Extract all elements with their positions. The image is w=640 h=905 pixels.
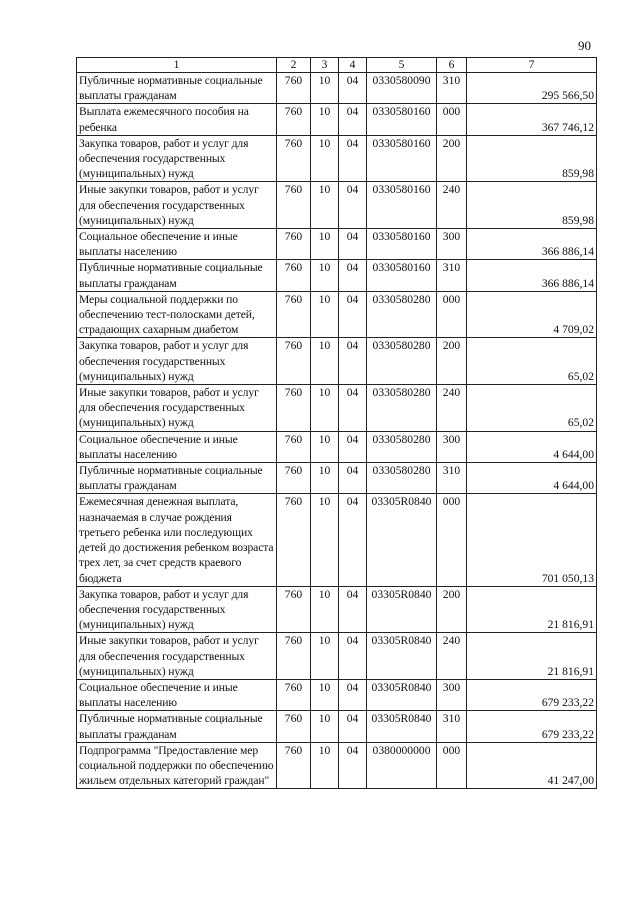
- table-row: [77, 679, 597, 710]
- amount-cell: 367 746,12: [467, 104, 597, 135]
- section-code-cell: 10: [311, 104, 339, 135]
- target-article-cell: 03305R0840: [367, 711, 437, 742]
- target-article-cell: 03305R0840: [367, 494, 437, 586]
- row-name-cell: Социальное обеспечение и иные выплаты населению: [77, 679, 277, 710]
- subsection-code-cell: 04: [339, 182, 367, 229]
- ministry-code-cell: 760: [277, 385, 311, 432]
- subsection-code-cell: 04: [339, 494, 367, 586]
- amount-cell: 679 233,22: [467, 679, 597, 710]
- row-name-cell: Публичные нормативные социальные выплаты гражданам: [77, 260, 277, 291]
- subsection-code-cell: 04: [339, 586, 367, 633]
- ministry-code-cell: 760: [277, 742, 311, 789]
- expense-type-cell: 200: [437, 135, 467, 182]
- section-code-cell: 10: [311, 385, 339, 432]
- table-row: [77, 260, 597, 291]
- expense-type-cell: 240: [437, 182, 467, 229]
- row-name-cell: Публичные нормативные социальные выплаты гражданам: [77, 463, 277, 494]
- amount-cell: 4 644,00: [467, 431, 597, 462]
- amount-cell: 366 886,14: [467, 229, 597, 260]
- target-article-cell: 0330580280: [367, 463, 437, 494]
- row-name-cell: Ежемесячная денежная выплата, назначаемая в случае рождения третьего ребенка или последующих детей до достижения ребенком возраста трех лет, за счет средств краевого бюджета: [77, 494, 277, 586]
- amount-cell: 4 709,02: [467, 291, 597, 338]
- subsection-code-cell: 04: [339, 104, 367, 135]
- ministry-code-cell: 760: [277, 260, 311, 291]
- amount-cell: 41 247,00: [467, 742, 597, 789]
- row-name-cell: Социальное обеспечение и иные выплаты населению: [77, 229, 277, 260]
- column-header: 2: [277, 58, 311, 73]
- section-code-cell: 10: [311, 431, 339, 462]
- section-code-cell: 10: [311, 494, 339, 586]
- target-article-cell: 0330580280: [367, 385, 437, 432]
- amount-cell: 679 233,22: [467, 711, 597, 742]
- section-code-cell: 10: [311, 182, 339, 229]
- amount-cell: 21 816,91: [467, 586, 597, 633]
- ministry-code-cell: 760: [277, 338, 311, 385]
- table-row: [77, 385, 597, 432]
- budget-table: [76, 57, 597, 789]
- row-name-cell: Закупка товаров, работ и услуг для обеспечения государственных (муниципальных) нужд: [77, 586, 277, 633]
- table-body: [77, 73, 597, 789]
- amount-cell: 21 816,91: [467, 633, 597, 680]
- expense-type-cell: 310: [437, 73, 467, 104]
- row-name-cell: Закупка товаров, работ и услуг для обеспечения государственных (муниципальных) нужд: [77, 135, 277, 182]
- header-row: [77, 58, 597, 73]
- table-row: [77, 494, 597, 586]
- expense-type-cell: 300: [437, 431, 467, 462]
- table-row: [77, 742, 597, 789]
- expense-type-cell: 000: [437, 104, 467, 135]
- subsection-code-cell: 04: [339, 135, 367, 182]
- section-code-cell: 10: [311, 463, 339, 494]
- subsection-code-cell: 04: [339, 229, 367, 260]
- section-code-cell: 10: [311, 742, 339, 789]
- section-code-cell: 10: [311, 291, 339, 338]
- ministry-code-cell: 760: [277, 494, 311, 586]
- table-row: [77, 104, 597, 135]
- table-row: [77, 291, 597, 338]
- column-header: 6: [437, 58, 467, 73]
- ministry-code-cell: 760: [277, 711, 311, 742]
- section-code-cell: 10: [311, 229, 339, 260]
- target-article-cell: 0330580160: [367, 104, 437, 135]
- column-header: 1: [77, 58, 277, 73]
- amount-cell: 4 644,00: [467, 463, 597, 494]
- amount-cell: 859,98: [467, 135, 597, 182]
- ministry-code-cell: 760: [277, 633, 311, 680]
- ministry-code-cell: 760: [277, 229, 311, 260]
- section-code-cell: 10: [311, 260, 339, 291]
- row-name-cell: Иные закупки товаров, работ и услуг для обеспечения государственных (муниципальных) нужд: [77, 182, 277, 229]
- amount-cell: 859,98: [467, 182, 597, 229]
- table-row: [77, 633, 597, 680]
- section-code-cell: 10: [311, 338, 339, 385]
- ministry-code-cell: 760: [277, 182, 311, 229]
- subsection-code-cell: 04: [339, 742, 367, 789]
- table-row: [77, 338, 597, 385]
- target-article-cell: 03305R0840: [367, 679, 437, 710]
- section-code-cell: 10: [311, 73, 339, 104]
- target-article-cell: 0330580160: [367, 229, 437, 260]
- column-header: 7: [467, 58, 597, 73]
- section-code-cell: 10: [311, 586, 339, 633]
- expense-type-cell: 200: [437, 338, 467, 385]
- ministry-code-cell: 760: [277, 135, 311, 182]
- subsection-code-cell: 04: [339, 711, 367, 742]
- amount-cell: 65,02: [467, 385, 597, 432]
- column-header: 3: [311, 58, 339, 73]
- expense-type-cell: 240: [437, 385, 467, 432]
- row-name-cell: Социальное обеспечение и иные выплаты населению: [77, 431, 277, 462]
- target-article-cell: 0330580160: [367, 260, 437, 291]
- expense-type-cell: 310: [437, 711, 467, 742]
- section-code-cell: 10: [311, 633, 339, 680]
- target-article-cell: 03305R0840: [367, 586, 437, 633]
- expense-type-cell: 310: [437, 463, 467, 494]
- table-row: [77, 586, 597, 633]
- target-article-cell: 0330580090: [367, 73, 437, 104]
- target-article-cell: 0380000000: [367, 742, 437, 789]
- ministry-code-cell: 760: [277, 291, 311, 338]
- row-name-cell: Закупка товаров, работ и услуг для обеспечения государственных (муниципальных) нужд: [77, 338, 277, 385]
- amount-cell: 701 050,13: [467, 494, 597, 586]
- target-article-cell: 0330580280: [367, 291, 437, 338]
- target-article-cell: 03305R0840: [367, 633, 437, 680]
- ministry-code-cell: 760: [277, 679, 311, 710]
- expense-type-cell: 000: [437, 742, 467, 789]
- ministry-code-cell: 760: [277, 73, 311, 104]
- row-name-cell: Публичные нормативные социальные выплаты гражданам: [77, 711, 277, 742]
- expense-type-cell: 200: [437, 586, 467, 633]
- row-name-cell: Публичные нормативные социальные выплаты гражданам: [77, 73, 277, 104]
- row-name-cell: Иные закупки товаров, работ и услуг для обеспечения государственных (муниципальных) нужд: [77, 385, 277, 432]
- ministry-code-cell: 760: [277, 463, 311, 494]
- target-article-cell: 0330580160: [367, 135, 437, 182]
- target-article-cell: 0330580160: [367, 182, 437, 229]
- subsection-code-cell: 04: [339, 679, 367, 710]
- column-header: 5: [367, 58, 437, 73]
- subsection-code-cell: 04: [339, 385, 367, 432]
- row-name-cell: Выплата ежемесячного пособия на ребенка: [77, 104, 277, 135]
- page-number: 90: [578, 38, 591, 53]
- table-row: [77, 431, 597, 462]
- ministry-code-cell: 760: [277, 586, 311, 633]
- subsection-code-cell: 04: [339, 291, 367, 338]
- expense-type-cell: 240: [437, 633, 467, 680]
- section-code-cell: 10: [311, 711, 339, 742]
- section-code-cell: 10: [311, 679, 339, 710]
- subsection-code-cell: 04: [339, 260, 367, 291]
- table-row: [77, 73, 597, 104]
- table-row: [77, 463, 597, 494]
- table-row: [77, 182, 597, 229]
- row-name-cell: Меры социальной поддержки по обеспечению тест-полосками детей, страдающих сахарным диабетом: [77, 291, 277, 338]
- section-code-cell: 10: [311, 135, 339, 182]
- column-header: 4: [339, 58, 367, 73]
- table-row: [77, 135, 597, 182]
- row-name-cell: Иные закупки товаров, работ и услуг для обеспечения государственных (муниципальных) нужд: [77, 633, 277, 680]
- table-row: [77, 711, 597, 742]
- ministry-code-cell: 760: [277, 431, 311, 462]
- subsection-code-cell: 04: [339, 338, 367, 385]
- subsection-code-cell: 04: [339, 73, 367, 104]
- table-row: [77, 229, 597, 260]
- expense-type-cell: 300: [437, 679, 467, 710]
- target-article-cell: 0330580280: [367, 338, 437, 385]
- amount-cell: 366 886,14: [467, 260, 597, 291]
- amount-cell: 295 566,50: [467, 73, 597, 104]
- expense-type-cell: 000: [437, 291, 467, 338]
- expense-type-cell: 310: [437, 260, 467, 291]
- subsection-code-cell: 04: [339, 463, 367, 494]
- amount-cell: 65,02: [467, 338, 597, 385]
- row-name-cell: Подпрограмма "Предоставление мер социальной поддержки по обеспечению жильем отдельных категорий граждан": [77, 742, 277, 789]
- expense-type-cell: 000: [437, 494, 467, 586]
- subsection-code-cell: 04: [339, 431, 367, 462]
- target-article-cell: 0330580280: [367, 431, 437, 462]
- expense-type-cell: 300: [437, 229, 467, 260]
- subsection-code-cell: 04: [339, 633, 367, 680]
- ministry-code-cell: 760: [277, 104, 311, 135]
